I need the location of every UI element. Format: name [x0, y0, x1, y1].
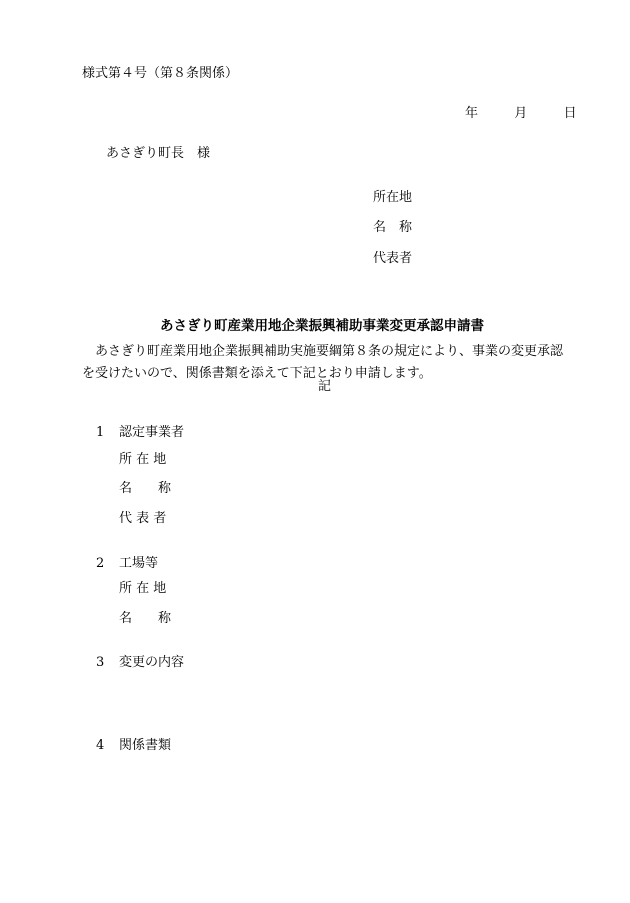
item-number: 1: [96, 425, 105, 440]
item-label: 認定事業者: [119, 425, 185, 440]
applicant-representative-label: 代表者: [373, 251, 413, 266]
date-day-label: 日: [563, 106, 577, 121]
date-month-label: 月: [514, 106, 528, 121]
item-field-label: 名 称: [119, 481, 172, 496]
applicant-address-label: 所在地: [373, 190, 413, 205]
form-number: 様式第４号（第８条関係）: [82, 66, 239, 81]
item-field-label: 代 表 者: [119, 511, 167, 526]
item-number: 4: [96, 738, 105, 753]
ki-heading: 記: [318, 379, 332, 394]
date-year-label: 年: [465, 106, 479, 121]
item-label: 工場等: [119, 556, 159, 571]
item-label: 変更の内容: [119, 655, 185, 670]
document-title: あさぎり町産業用地企業振興補助事業変更承認申請書: [160, 318, 484, 334]
item-field-label: 所 在 地: [119, 581, 167, 596]
addressee: あさぎり町長 様: [106, 146, 211, 161]
body-line-2: を受けたいので、関係書類を添えて下記とおり申請します。: [82, 366, 432, 381]
date-line: [465, 106, 577, 122]
item-number: 3: [96, 655, 105, 670]
item-field-label: 名 称: [119, 611, 172, 626]
body-line-1: あさぎり町産業用地企業振興補助実施要綱第８条の規定により、事業の変更承認: [95, 344, 564, 359]
item-label: 関係書類: [119, 738, 172, 753]
item-number: 2: [96, 556, 105, 571]
item-field-label: 所 在 地: [119, 452, 167, 467]
applicant-name-label: 名 称: [373, 220, 413, 235]
